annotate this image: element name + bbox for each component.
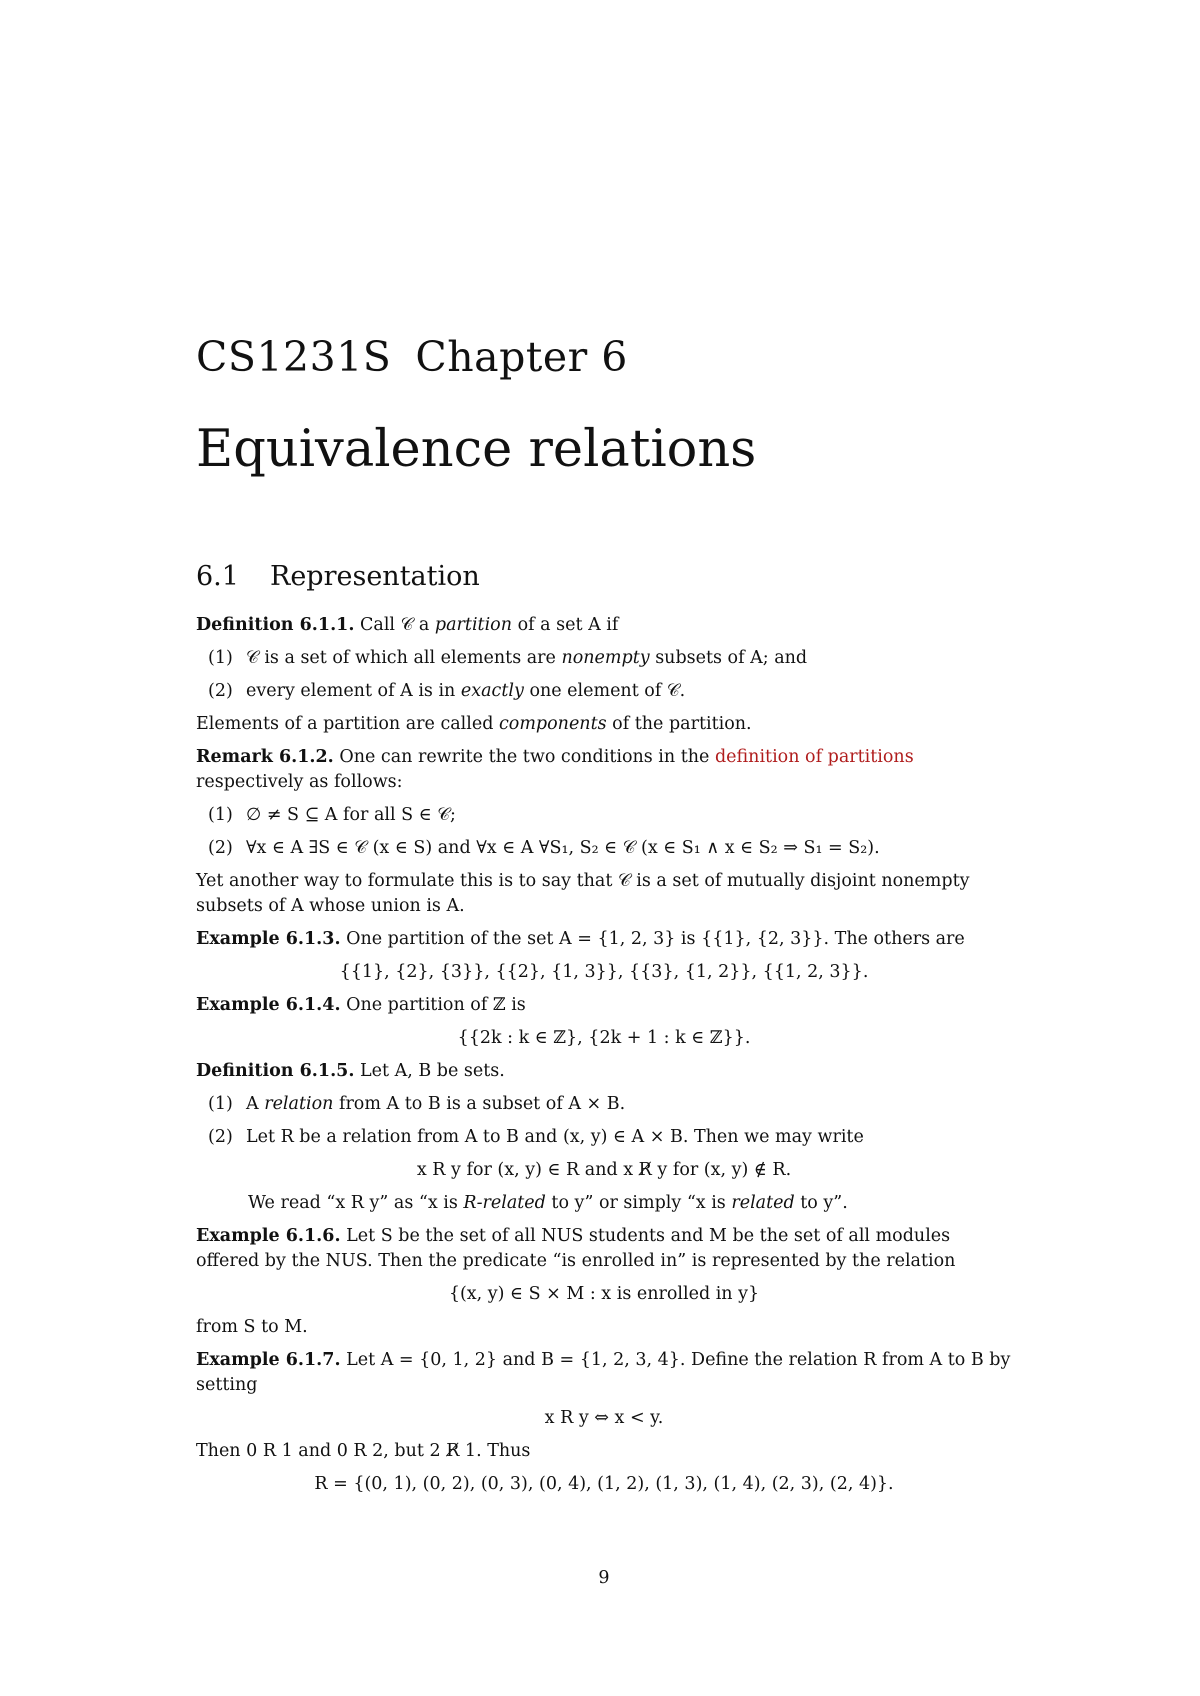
example-label: Example 6.1.6. — [196, 1226, 341, 1246]
page-number: 9 — [598, 1568, 610, 1588]
chapter-title: Equivalence relations — [196, 420, 757, 479]
list-item — [208, 803, 1012, 828]
item-text — [246, 1092, 1012, 1117]
definition-text: of a set A if — [512, 615, 619, 635]
display-math: x R y for (x, y) ∈ R and x R̸ y for (x, y) ∉ R. — [416, 1160, 792, 1180]
paragraph — [196, 712, 1012, 737]
example-label: Example 6.1.7. — [196, 1350, 341, 1370]
paragraph-text: Elements of a partition are called — [196, 714, 499, 734]
item-text: ∀x ∈ A ∃S ∈ 𝒞 (x ∈ S) and ∀x ∈ A ∀S₁, S₂ ∈ 𝒞 (x ∈ S₁ ∧ x ∈ S₂ ⇒ S₁ = S₂). — [246, 838, 880, 858]
chapter-heading — [196, 333, 628, 381]
paragraph: Yet another way to formulate this is to say that 𝒞 is a set of mutually disjoint nonempty subsets of A whose union is A. — [196, 871, 970, 916]
example-text: One partition of ℤ is — [346, 995, 526, 1015]
item-number: (1) — [208, 1094, 233, 1114]
paragraph-emphasis: R-related — [463, 1193, 546, 1213]
example-label: Example 6.1.4. — [196, 995, 341, 1015]
item-text-part: 𝒞 is a set of which all elements are — [246, 648, 562, 668]
item-emphasis: relation — [264, 1094, 334, 1114]
section-title: Representation — [270, 561, 480, 592]
item-text-part: A — [246, 1094, 265, 1114]
chapter-label: Chapter 6 — [415, 333, 628, 381]
display-math: R = {(0, 1), (0, 2), (0, 3), (0, 4), (1, 2), (1, 3), (1, 4), (2, 3), (2, 4)}. — [314, 1474, 894, 1494]
section-number: 6.1 — [196, 561, 239, 592]
paragraph-emphasis: related — [731, 1193, 795, 1213]
paragraph: from S to M. — [196, 1317, 308, 1337]
example-6-1-6 — [196, 1224, 1012, 1274]
example-6-1-3 — [196, 927, 1012, 952]
example-text: Let A = {0, 1, 2} and B = {1, 2, 3, 4}. Define the relation R from A to B by setting — [196, 1350, 1011, 1395]
item-emphasis: nonempty — [561, 648, 650, 668]
paragraph — [196, 1191, 1012, 1216]
list-item — [208, 1092, 1012, 1117]
item-number: (2) — [208, 681, 233, 701]
example-text: One partition of the set A = {1, 2, 3} is {{1}, {2, 3}}. The others are — [346, 929, 965, 949]
paragraph-emphasis: components — [499, 714, 607, 734]
definition-label: Definition 6.1.5. — [196, 1061, 355, 1081]
definition-6-1-5 — [196, 1059, 1012, 1084]
display-math: x R y ⇔ x < y. — [544, 1408, 664, 1428]
remark-label: Remark 6.1.2. — [196, 747, 334, 767]
display-math: {(x, y) ∈ S × M : x is enrolled in y} — [448, 1284, 760, 1304]
paragraph-text: to y” or simply “x is — [545, 1193, 732, 1213]
course-code: CS1231S — [196, 333, 392, 381]
definition-term: partition — [434, 615, 512, 635]
definition-text: Call 𝒞 a — [360, 615, 435, 635]
item-text-part: every element of A is in — [246, 681, 461, 701]
paragraph-text: to y”. — [794, 1193, 848, 1213]
display-math: {{1}, {2}, {3}}, {{2}, {1, 3}}, {{3}, {1, 2}}, {{1, 2, 3}}. — [339, 962, 869, 982]
example-text: Let S be the set of all NUS students and M be the set of all modules offered by the NUS. Then the predicate “is enrolled in” is represented by the relation — [196, 1226, 956, 1271]
item-text-part: one element of 𝒞. — [523, 681, 686, 701]
item-number: (2) — [208, 838, 233, 858]
display-math: {{2k : k ∈ ℤ}, {2k + 1 : k ∈ ℤ}}. — [457, 1028, 751, 1048]
definition-of-partitions-link[interactable]: definition of partitions — [714, 747, 914, 767]
item-text: ∅ ≠ S ⊆ A for all S ∈ 𝒞; — [246, 805, 456, 825]
item-text: Let R be a relation from A to B and (x, y) ∈ A × B. Then we may write — [246, 1127, 864, 1147]
example-label: Example 6.1.3. — [196, 929, 341, 949]
section-heading — [196, 561, 480, 592]
item-text-part: from A to B is a subset of A × B. — [333, 1094, 626, 1114]
definition-label: Definition 6.1.1. — [196, 615, 355, 635]
remark-text: One can rewrite the two conditions in the — [339, 747, 715, 767]
document-page — [196, 0, 1012, 1696]
list-item — [208, 1125, 1012, 1150]
example-6-1-7 — [196, 1348, 1012, 1398]
list-item — [208, 836, 1012, 861]
item-text — [246, 679, 1012, 704]
paragraph-text: of the partition. — [606, 714, 752, 734]
item-text-part: subsets of A; and — [649, 648, 808, 668]
definition-text: Let A, B be sets. — [360, 1061, 505, 1081]
item-text — [246, 646, 1012, 671]
paragraph: Then 0 R 1 and 0 R 2, but 2 R̸ 1. Thus — [196, 1441, 531, 1461]
item-number: (2) — [208, 1127, 233, 1147]
remark-6-1-2 — [196, 745, 1012, 795]
definition-6-1-1 — [196, 613, 1012, 638]
paragraph-text: We read “x R y” as “x is — [248, 1193, 464, 1213]
item-emphasis: exactly — [460, 681, 524, 701]
example-6-1-4 — [196, 993, 1012, 1018]
list-item — [208, 679, 1012, 704]
document-body — [196, 613, 1012, 1505]
remark-text: respectively as follows: — [196, 772, 403, 792]
item-number: (1) — [208, 805, 233, 825]
list-item — [208, 646, 1012, 671]
item-number: (1) — [208, 648, 233, 668]
